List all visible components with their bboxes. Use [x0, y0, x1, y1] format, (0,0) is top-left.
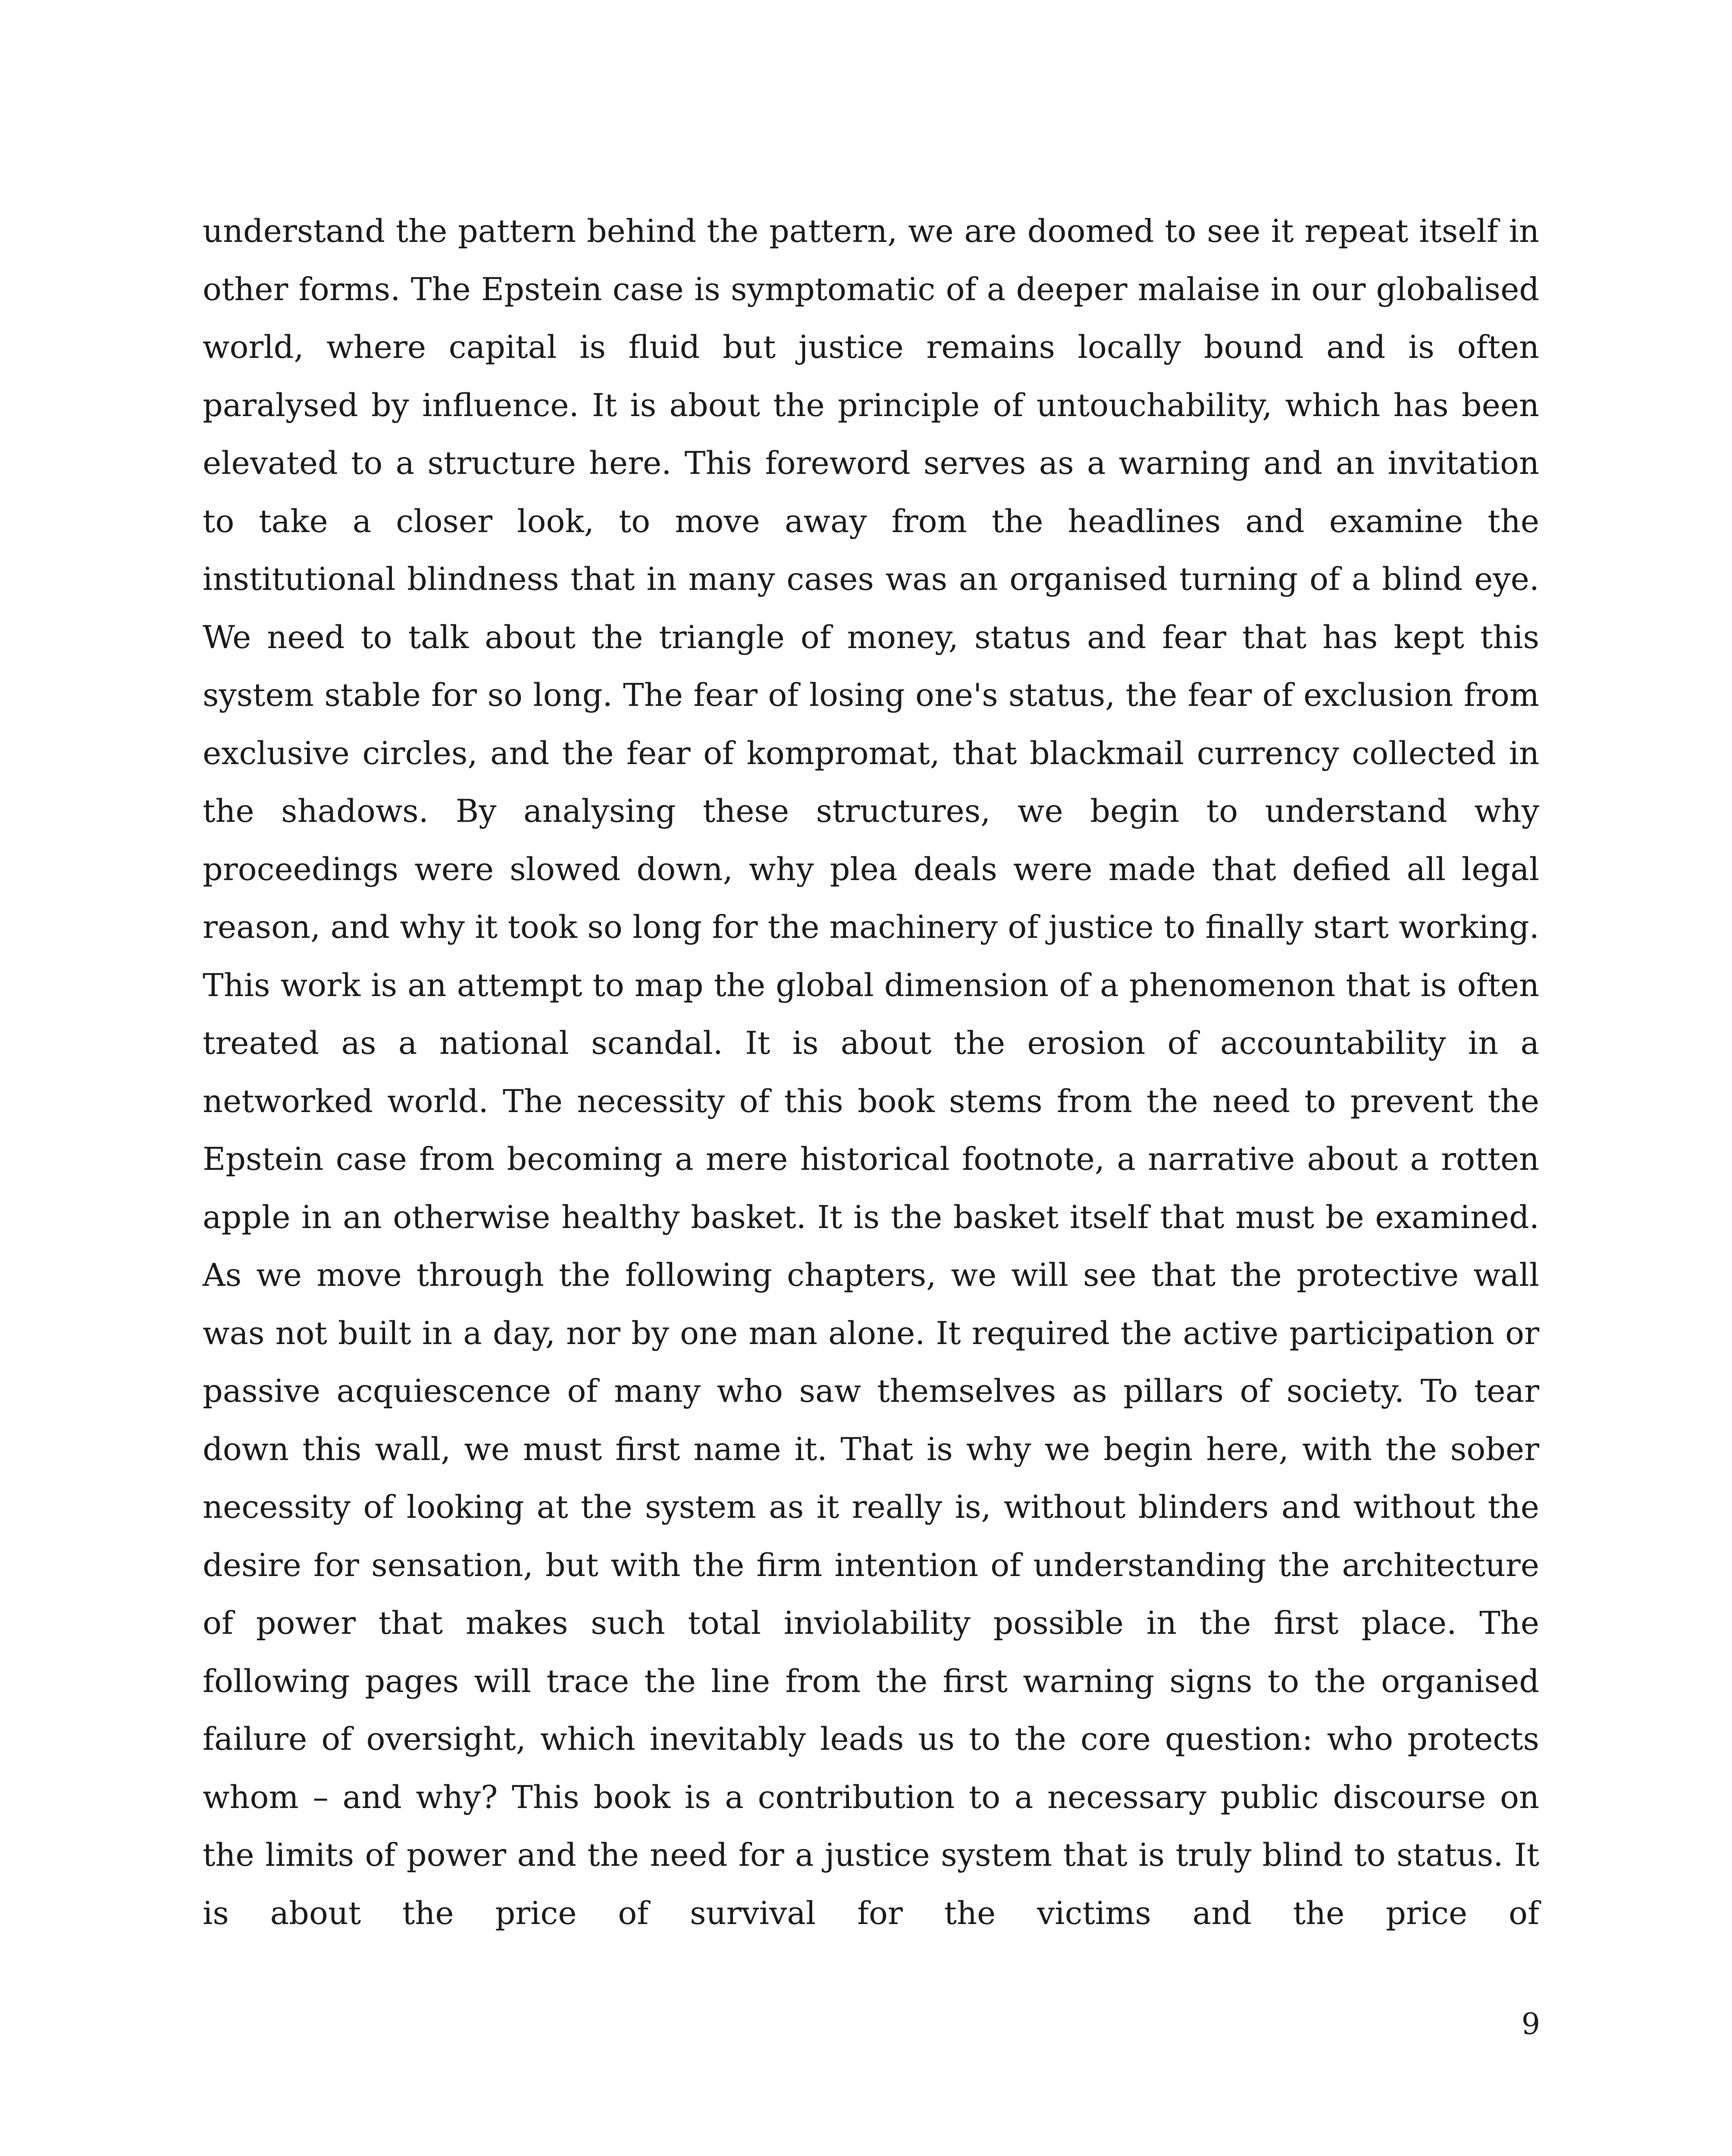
- page-number: 9: [1521, 2007, 1540, 2041]
- body-paragraph: understand the pattern behind the pattern, we are doomed to see it repeat itself in other forms. The Epstein case is symptomatic of a deeper malaise in our globalised world, where capital is fluid but justice remains locally bound and is often paralysed by influence. It is about the principle of untouchability, which has been elevated to a structure here. This foreword serves as a warning and an invitation to take a closer look, to move away from the headlines and examine the institutional blindness that in many cases was an organised turning of a blind eye. We need to talk about the triangle of money, status and fear that has kept this system stable for so long. The fear of losing one's status, the fear of exclusion from exclusive circles, and the fear of kompromat, that blackmail currency collected in the shadows. By analysing these structures, we begin to understand why proceedings were slowed down, why plea deals were made that defied all legal reason, and why it took so long for the machinery of justice to finally start working. This work is an attempt to map the global dimension of a phenomenon that is often treated as a national scandal. It is about the erosion of accountability in a networked world. The necessity of this book stems from the need to prevent the Epstein case from becoming a mere historical footnote, a narrative about a rotten apple in an otherwise healthy basket. It is the basket itself that must be examined. As we move through the following chapters, we will see that the protective wall was not built in a day, nor by one man alone. It required the active participation or passive acquiescence of many who saw themselves as pillars of society. To tear down this wall, we must first name it. That is why we begin here, with the sober necessity of looking at the system as it really is, without blinders and without the desire for sensation, but with the firm intention of understanding the architecture of power that makes such total inviolability possible in the first place. The following pages will trace the line from the first warning signs to the organised failure of oversight, which inevitably leads us to the core question: who protects whom – and why? This book is a contribution to a necessary public discourse on the limits of power and the need for a justice system that is truly blind to status. It is about the price of survival for the victims and the price of: [203, 213, 1539, 1932]
